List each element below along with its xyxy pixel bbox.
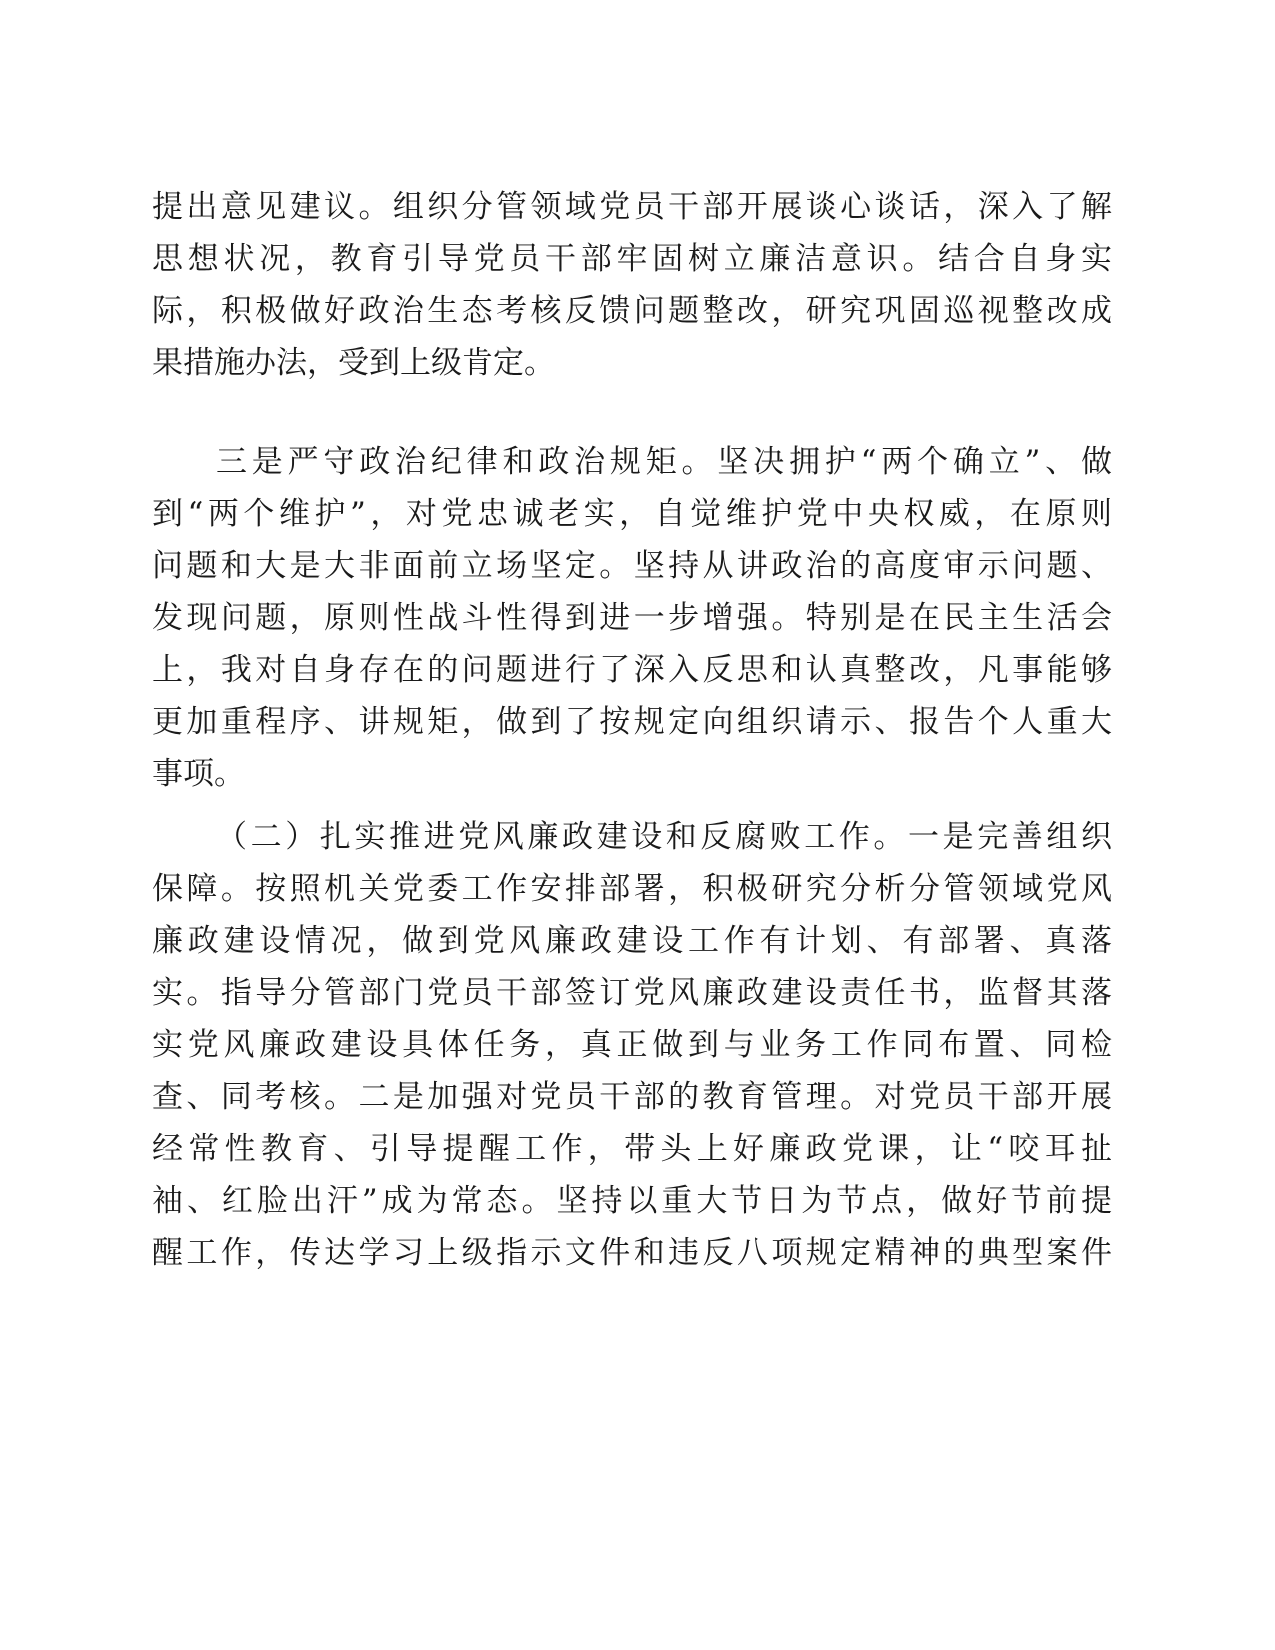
text-line: 实。指导分管部门党员干部签订党风廉政建设责任书，监督其落 [152, 975, 1112, 1011]
text-line: 廉政建设情况，做到党风廉政建设工作有计划、有部署、真落 [152, 923, 1112, 959]
text-line: 实党风廉政建设具体任务，真正做到与业务工作同布置、同检 [152, 1027, 1112, 1063]
text-line: （二）扎实推进党风廉政建设和反腐败工作。一是完善组织 [216, 819, 1112, 855]
text-line: 经常性教育、引导提醒工作，带头上好廉政党课，让“咬耳扯 [152, 1131, 1112, 1167]
text-line: 更加重程序、讲规矩，做到了按规定向组织请示、报告个人重大 [152, 704, 1112, 740]
text-line: 提出意见建议。组织分管领域党员干部开展谈心谈话，深入了解 [152, 189, 1112, 225]
text-line: 思想状况，教育引导党员干部牢固树立廉洁意识。结合自身实 [152, 241, 1112, 277]
text-line: 查、同考核。二是加强对党员干部的教育管理。对党员干部开展 [152, 1079, 1112, 1115]
text-line: 袖、红脸出汗”成为常态。坚持以重大节日为节点，做好节前提 [152, 1183, 1112, 1219]
text-line: 果措施办法，受到上级肯定。 [152, 345, 555, 381]
text-line: 到“两个维护”，对党忠诚老实，自觉维护党中央权威，在原则 [152, 496, 1112, 532]
text-line: 三是严守政治纪律和政治规矩。坚决拥护“两个确立”、做 [216, 444, 1112, 480]
text-line: 醒工作，传达学习上级指示文件和违反八项规定精神的典型案件 [152, 1235, 1112, 1271]
text-line: 事项。 [152, 756, 245, 792]
text-line: 问题和大是大非面前立场坚定。坚持从讲政治的高度审示问题、 [152, 548, 1112, 584]
paragraph-1 [152, 181, 1112, 389]
paragraph-3 [152, 811, 1112, 1279]
text-line: 上，我对自身存在的问题进行了深入反思和认真整改，凡事能够 [152, 652, 1112, 688]
text-line: 保障。按照机关党委工作安排部署，积极研究分析分管领域党风 [152, 871, 1112, 907]
text-line: 际，积极做好政治生态考核反馈问题整改，研究巩固巡视整改成 [152, 293, 1112, 329]
paragraph-2 [152, 436, 1112, 800]
text-line: 发现问题，原则性战斗性得到进一步增强。特别是在民主生活会 [152, 600, 1112, 636]
